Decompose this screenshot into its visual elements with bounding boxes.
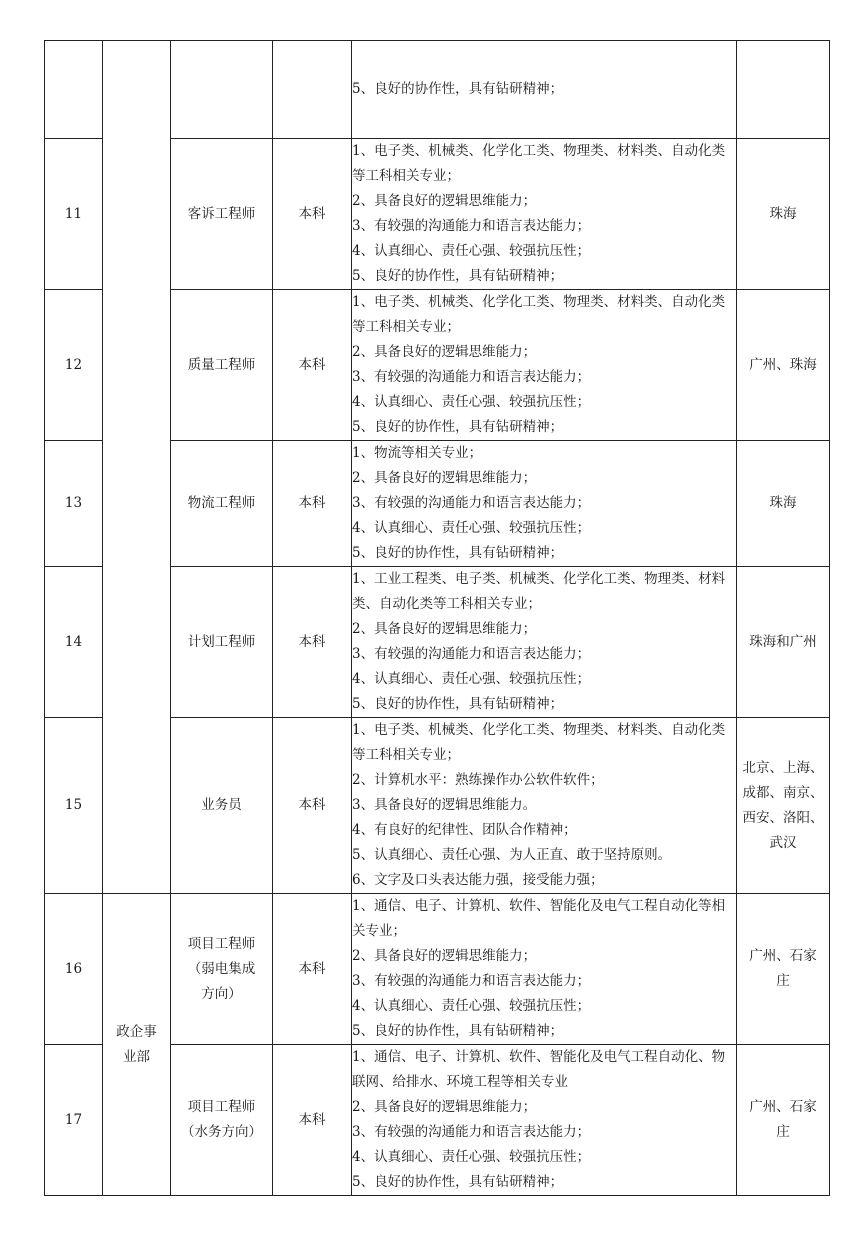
requirement-item: 4、认真细心、责任心强、较强抗压性； [352,520,591,536]
requirements-cell [352,41,737,139]
requirement-item: 1、通信、电子、计算机、软件、智能化及电气工程自动化等相关专业； [352,898,726,939]
location-cell [737,894,830,1045]
requirement-item: 1、通信、电子、计算机、软件、智能化及电气工程自动化、物联网、给排水、环境工程等相关专业 [352,1049,726,1090]
education-cell: 本科 [273,567,352,718]
job-title-line: 方向） [201,985,242,1002]
location-line: 庄 [776,973,790,989]
job-title-line: 计划工程师 [187,633,256,650]
requirement-item: 3、有较强的沟通能力和语言表达能力； [352,646,591,662]
department-label-line: 政企事 [116,1023,157,1040]
location-line: 北京、上海、 [742,759,824,776]
job-title-cell [171,290,273,441]
requirement-item: 1、电子类、机械类、化学化工类、物理类、材料类、自动化类等工科相关专业； [352,722,726,763]
requirement-item: 1、电子类、机械类、化学化工类、物理类、材料类、自动化类等工科相关专业； [352,143,726,184]
requirement-item: 3、具备良好的逻辑思维能力。 [352,797,537,813]
requirement-item: 4、认真细心、责任心强、较强抗压性； [352,671,591,687]
job-title-line: （弱电集成 [187,960,256,977]
requirement-item: 1、物流等相关专业； [352,445,483,461]
job-title-cell [171,41,273,139]
education-cell: 本科 [273,894,352,1045]
location-cell [737,567,830,718]
requirement-item: 4、认真细心、责任心强、较强抗压性； [352,998,591,1014]
location-cell [737,1045,830,1196]
requirements-cell [352,290,737,441]
location-line: 成都、南京、 [742,784,824,801]
location-cell [737,290,830,441]
row-number: 15 [45,718,103,894]
education-cell: 本科 [273,290,352,441]
requirement-item: 1、电子类、机械类、化学化工类、物理类、材料类、自动化类等工科相关专业； [352,294,726,335]
requirements-cell [352,1045,737,1196]
requirement-item: 3、有较强的沟通能力和语言表达能力； [352,973,591,989]
department-label-line: 业部 [123,1048,150,1065]
location-cell [737,441,830,567]
job-title-cell [171,139,273,290]
location-line: 庄 [776,1124,790,1140]
job-title-line: 物流工程师 [187,495,256,511]
job-title-line: 项目工程师 [187,1099,256,1115]
requirements-cell [352,139,737,290]
requirement-item: 2、具备良好的逻辑思维能力； [352,193,537,209]
education-cell: 本科 [273,718,352,894]
job-title-cell [171,718,273,894]
row-number: 14 [45,567,103,718]
location-line: 武汉 [769,834,797,851]
requirement-item: 5、认真细心、责任心强、为人正直、敢于坚持原则。 [352,847,672,863]
department-cell [103,894,171,1196]
job-title-line: （水务方向） [181,1124,262,1140]
table-row [45,41,830,139]
job-title-cell [171,894,273,1045]
job-title-cell [171,567,273,718]
education-cell: 本科 [273,1045,352,1196]
location-line: 珠海 [769,495,797,511]
job-title-line: 质量工程师 [187,356,256,373]
location-cell [737,718,830,894]
location-line: 珠海 [769,205,797,222]
requirement-item: 3、有较强的沟通能力和语言表达能力； [352,1124,591,1140]
requirement-item: 4、认真细心、责任心强、较强抗压性； [352,394,591,410]
education-cell: 本科 [273,441,352,567]
requirement-item: 5、良好的协作性，具有钻研精神； [352,696,564,712]
requirement-item: 4、认真细心、责任心强、较强抗压性； [352,243,591,259]
location-line: 广州、石家 [749,1099,817,1115]
requirements-cell [352,718,737,894]
requirement-item: 5、良好的协作性，具有钻研精神； [352,545,564,561]
requirement-item: 3、有较强的沟通能力和语言表达能力； [352,218,591,234]
education-cell: 本科 [273,139,352,290]
requirement-item: 5、良好的协作性，具有钻研精神； [352,1174,564,1190]
department-cell [103,41,171,894]
location-line: 广州、珠海 [749,356,817,373]
row-number: 16 [45,894,103,1045]
location-line: 西安、洛阳、 [742,809,824,826]
requirement-item: 2、具备良好的逻辑思维能力； [352,344,537,360]
requirement-item: 5、良好的协作性，具有钻研精神； [352,81,564,97]
job-title-line: 客诉工程师 [187,205,256,222]
location-line: 广州、石家 [749,948,817,964]
requirement-item: 3、有较强的沟通能力和语言表达能力； [352,369,591,385]
requirement-item: 1、工业工程类、电子类、机械类、化学化工类、物理类、材料类、自动化类等工科相关专业； [352,571,726,612]
row-number [45,41,103,139]
table-row [45,894,830,1045]
job-table [44,40,830,1196]
requirement-item: 3、有较强的沟通能力和语言表达能力； [352,495,591,511]
location-line: 珠海和广州 [749,633,817,650]
requirement-item: 2、具备良好的逻辑思维能力； [352,948,537,964]
requirement-item: 5、良好的协作性，具有钻研精神； [352,1023,564,1039]
job-table-body [45,41,830,1196]
requirement-item: 4、有良好的纪律性、团队合作精神； [352,822,577,838]
job-title-cell [171,1045,273,1196]
row-number: 13 [45,441,103,567]
job-title-line: 业务员 [201,797,242,813]
requirements-cell [352,894,737,1045]
requirement-item: 2、具备良好的逻辑思维能力； [352,1099,537,1115]
location-cell [737,41,830,139]
requirements-cell [352,567,737,718]
requirement-item: 5、良好的协作性，具有钻研精神； [352,419,564,435]
education-cell [273,41,352,139]
requirement-item: 5、良好的协作性，具有钻研精神； [352,268,564,284]
requirement-item: 2、具备良好的逻辑思维能力； [352,470,537,486]
requirement-item: 4、认真细心、责任心强、较强抗压性； [352,1149,591,1165]
location-cell [737,139,830,290]
row-number: 11 [45,139,103,290]
requirement-item: 6、文字及口头表达能力强，接受能力强； [352,872,604,888]
job-title-cell [171,441,273,567]
job-title-line: 项目工程师 [187,935,256,952]
requirement-item: 2、计算机水平：熟练操作办公软件软件； [352,772,604,788]
requirement-item: 2、具备良好的逻辑思维能力； [352,621,537,637]
row-number: 17 [45,1045,103,1196]
row-number: 12 [45,290,103,441]
requirements-cell [352,441,737,567]
